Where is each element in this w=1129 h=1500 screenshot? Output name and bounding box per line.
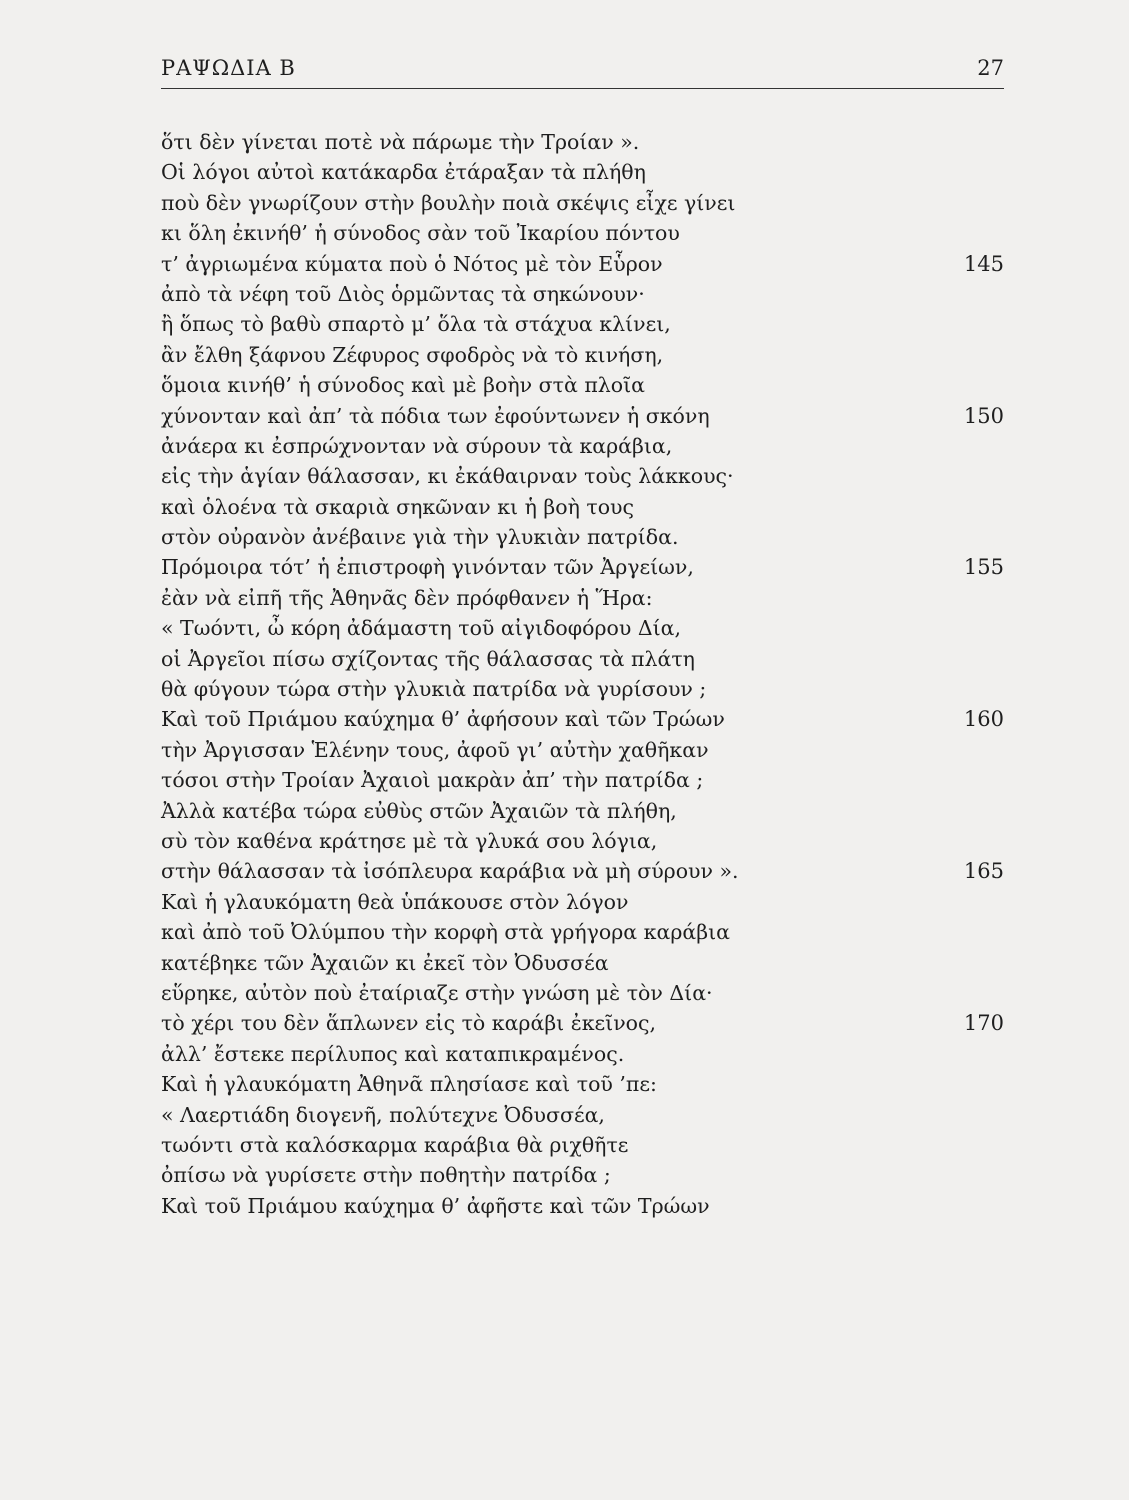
verse-text: τόσοι στὴν Τροίαν Ἀχαιοὶ μακρὰν ἀπ’ τὴν πατρίδα ;	[161, 768, 704, 793]
verse-line	[161, 522, 1004, 552]
verse-line	[161, 796, 1004, 826]
verse-text: εὕρηκε, αὐτὸν ποὺ ἐταίριαζε στὴν γνώση μὲ τὸν Δία·	[161, 980, 713, 1005]
verse-line	[161, 1008, 1004, 1038]
line-number: 155	[963, 555, 1004, 580]
verse-text: Καὶ ἡ γλαυκόματη θεὰ ὑπάκουσε στὸν λόγον	[161, 889, 629, 914]
verse-line	[161, 704, 1004, 734]
verse-line	[161, 887, 1004, 917]
verse-line	[161, 309, 1004, 339]
verse-text: ὅμοια κινήθ’ ἡ σύνοδος καὶ μὲ βοὴν στὰ πλοῖα	[161, 373, 646, 398]
verse-text: Καὶ τοῦ Πριάμου καύχημα θ’ ἀφήσουν καὶ τῶν Τρώων	[161, 707, 725, 732]
running-title: ΡΑΨΩΔΙΑ Β	[161, 56, 296, 80]
verse-text: ὀπίσω νὰ γυρίσετε στὴν ποθητὴν πατρίδα ;	[161, 1163, 611, 1188]
verse-line	[161, 978, 1004, 1008]
verse-text: τὸ χέρι του δὲν ἅπλωνεν εἰς τὸ καράβι ἐκεῖνος,	[161, 1011, 657, 1036]
verse-line	[161, 552, 1004, 582]
verse-text: στὸν οὐρανὸν ἀνέβαινε γιὰ τὴν γλυκιὰν πατρίδα.	[161, 525, 679, 550]
page-number: 27	[977, 56, 1004, 80]
verse-line	[161, 370, 1004, 400]
line-number: 170	[963, 1011, 1004, 1036]
verse-text: Καὶ ἡ γλαυκόματη Ἀθηνᾶ πλησίασε καὶ τοῦ ’πε:	[161, 1072, 657, 1097]
verse-text: « Λαερτιάδη διογενῆ, πολύτεχνε Ὀδυσσέα,	[161, 1102, 605, 1127]
verse-text: χύνονταν καὶ ἀπ’ τὰ πόδια των ἐφούντωνεν ἡ σκόνη	[161, 403, 710, 428]
verse-line	[161, 218, 1004, 248]
line-number: 165	[963, 859, 1004, 884]
verse-line	[161, 1039, 1004, 1069]
verse-line	[161, 613, 1004, 643]
line-number: 145	[963, 251, 1004, 276]
verse-text: στὴν θάλασσαν τὰ ἰσόπλευρα καράβια νὰ μὴ σύρουν ».	[161, 859, 739, 884]
verse-text: κι ὅλη ἐκινήθ’ ἡ σύνοδος σὰν τοῦ Ἰκαρίου πόντου	[161, 221, 680, 246]
verse-text: Καὶ τοῦ Πριάμου καύχημα θ’ ἀφῆστε καὶ τῶν Τρώων	[161, 1193, 710, 1218]
verse-text: τ’ ἀγριωμένα κύματα ποὺ ὁ Νότος μὲ τὸν Εὗρον	[161, 251, 663, 276]
verse-text: καὶ ὁλοένα τὰ σκαριὰ σηκῶναν κι ἡ βοὴ τους	[161, 494, 635, 519]
verse-text: Οἱ λόγοι αὐτοὶ κατάκαρδα ἐτάραξαν τὰ πλήθη	[161, 160, 646, 185]
verse-text: ἐὰν νὰ εἰπῆ τῆς Ἀθηνᾶς δὲν πρόφθανεν ἡ Ἥρα:	[161, 585, 653, 610]
verse-line	[161, 674, 1004, 704]
verse-line	[161, 431, 1004, 461]
verse-text: θὰ φύγουν τώρα στὴν γλυκιὰ πατρίδα νὰ γυρίσουν ;	[161, 677, 707, 702]
verse-text: οἱ Ἀργεῖοι πίσω σχίζοντας τῆς θάλασσας τὰ πλάτη	[161, 646, 695, 671]
poem-text	[161, 127, 1004, 1221]
verse-line	[161, 826, 1004, 856]
verse-line	[161, 127, 1004, 157]
verse-text: ὅτι δὲν γίνεται ποτὲ νὰ πάρωμε τὴν Τροίαν ».	[161, 130, 640, 154]
verse-text: εἰς τὴν ἁγίαν θάλασσαν, κι ἐκάθαιρναν τοὺς λάκκους·	[161, 464, 734, 489]
verse-line	[161, 188, 1004, 218]
line-number: 160	[963, 707, 1004, 732]
verse-text: καὶ ἀπὸ τοῦ Ὀλύμπου τὴν κορφὴ στὰ γρήγορα καράβια	[161, 920, 730, 945]
verse-text: κατέβηκε τῶν Ἀχαιῶν κι ἐκεῖ τὸν Ὀδυσσέα	[161, 950, 609, 975]
line-number: 150	[963, 403, 1004, 428]
verse-text: ποὺ δὲν γνωρίζουν στὴν βουλὴν ποιὰ σκέψις εἶχε γίνει	[161, 190, 736, 215]
verse-text: ἀπὸ τὰ νέφη τοῦ Διὸς ὁρμῶντας τὰ σηκώνουν·	[161, 281, 645, 306]
verse-text: « Τωόντι, ὦ κόρη ἀδάμαστη τοῦ αἰγιδοφόρου Δία,	[161, 616, 682, 641]
verse-line	[161, 1100, 1004, 1130]
verse-line	[161, 492, 1004, 522]
verse-line	[161, 856, 1004, 886]
verse-text: ἀλλ’ ἔστεκε περίλυπος καὶ καταπικραμένος.	[161, 1041, 625, 1066]
verse-line	[161, 1069, 1004, 1099]
verse-line	[161, 1191, 1004, 1221]
verse-line	[161, 1130, 1004, 1160]
verse-text: τὴν Ἀργισσαν Ἑλένην τους, ἀφοῦ γι’ αὐτὴν χαθῆκαν	[161, 737, 709, 762]
verse-line	[161, 157, 1004, 187]
verse-text: Ἀλλὰ κατέβα τώρα εὐθὺς στῶν Ἀχαιῶν τὰ πλήθη,	[161, 798, 677, 823]
verse-text: ἀνάερα κι ἐσπρώχνονταν νὰ σύρουν τὰ καράβια,	[161, 433, 673, 458]
verse-text: Πρόμοιρα τότ’ ἡ ἐπιστροφὴ γινόνταν τῶν Ἀργείων,	[161, 555, 694, 580]
verse-text: σὺ τὸν καθένα κράτησε μὲ τὰ γλυκά σου λόγια,	[161, 828, 658, 853]
verse-line	[161, 644, 1004, 674]
verse-line	[161, 583, 1004, 613]
verse-line	[161, 461, 1004, 491]
running-header	[161, 54, 1004, 89]
verse-text: ἂν ἔλθη ξάφνου Ζέφυρος σφοδρὸς νὰ τὸ κινήση,	[161, 342, 664, 367]
verse-line	[161, 249, 1004, 279]
verse-text: τωόντι στὰ καλόσκαρμα καράβια θὰ ριχθῆτε	[161, 1132, 629, 1157]
verse-line	[161, 340, 1004, 370]
verse-line	[161, 401, 1004, 431]
verse-text: ἢ ὅπως τὸ βαθὺ σπαρτὸ μ’ ὅλα τὰ στάχυα κλίνει,	[161, 312, 671, 337]
verse-line	[161, 735, 1004, 765]
verse-line	[161, 765, 1004, 795]
verse-line	[161, 279, 1004, 309]
verse-line	[161, 917, 1004, 947]
verse-line	[161, 1160, 1004, 1190]
verse-line	[161, 948, 1004, 978]
